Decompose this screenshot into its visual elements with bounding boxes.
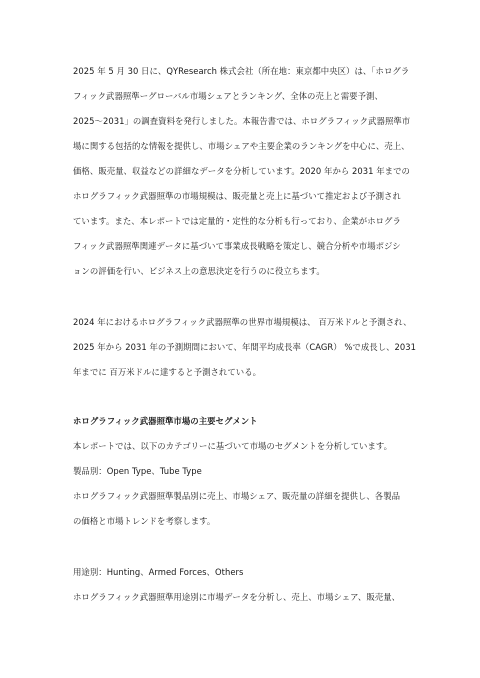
- paragraph-1-line-6: ホログラフィック武器照準の市場規模は、販売量と売上に基づいて推定および予測され: [73, 191, 401, 201]
- paragraph-1-line-1: 2025 年 5 月 30 日に、QYResearch 株式会社（所在地：東京都中央区）は、「ホログラ: [73, 66, 410, 76]
- paragraph-2-line-1: 2024 年におけるホログラフィック武器照準の世界市場規模は、 百万米ドルと予測され、: [73, 317, 412, 327]
- by-product-label: 製品別：Open Type、Tube Type: [73, 466, 202, 476]
- by-application-label: 用途別：Hunting、Armed Forces、Others: [73, 567, 244, 577]
- paragraph-2-line-3: 年までに 百万米ドルに達すると予測されている。: [73, 367, 262, 377]
- paragraph-2-line-2: 2025 年から 2031 年の予測期間において、年間平均成長率（CAGR） %で成長し、2031: [73, 342, 417, 352]
- paragraph-1-line-7: ています。また、本レポートでは定量的・定性的な分析も行っており、企業がホログラ: [73, 216, 401, 226]
- section-intro: 本レポートでは、以下のカテゴリーに基づいて市場のセグメントを分析しています。: [73, 441, 393, 451]
- by-product-line-1: ホログラフィック武器照準製品別に売上、市場シェア、販売量の詳細を提供し、各製品: [73, 491, 401, 501]
- paragraph-1-line-4: 場に関する包括的な情報を提供し、市場シェアや主要企業のランキングを中心に、売上、: [73, 141, 410, 151]
- paragraph-1-line-3: 2025～2031」の調査資料を発行しました。本報告書では、ホログラフィック武器照準市: [73, 116, 411, 126]
- section-heading: ホログラフィック武器照準市場の主要セグメント: [73, 416, 258, 426]
- paragraph-1-line-9: ョンの評価を行い、ビジネス上の意思決定を行うのに役立ちます。: [73, 266, 325, 276]
- paragraph-1-line-5: 価格、販売量、収益などの詳細なデータを分析しています。2020 年から 2031 年までの: [73, 166, 410, 176]
- paragraph-1-line-2: フィック武器照準ーグローバル市場シェアとランキング、全体の売上と需要予測、: [73, 91, 383, 101]
- by-application-line-1: ホログラフィック武器照準用途別に市場データを分析し、売上、市場シェア、販売量、: [73, 592, 401, 602]
- paragraph-1-line-8: フィック武器照準関連データに基づいて事業成長戦略を策定し、競合分析や市場ポジシ: [73, 241, 401, 251]
- by-product-line-2: の価格と市場トレンドを考察します。: [73, 516, 216, 526]
